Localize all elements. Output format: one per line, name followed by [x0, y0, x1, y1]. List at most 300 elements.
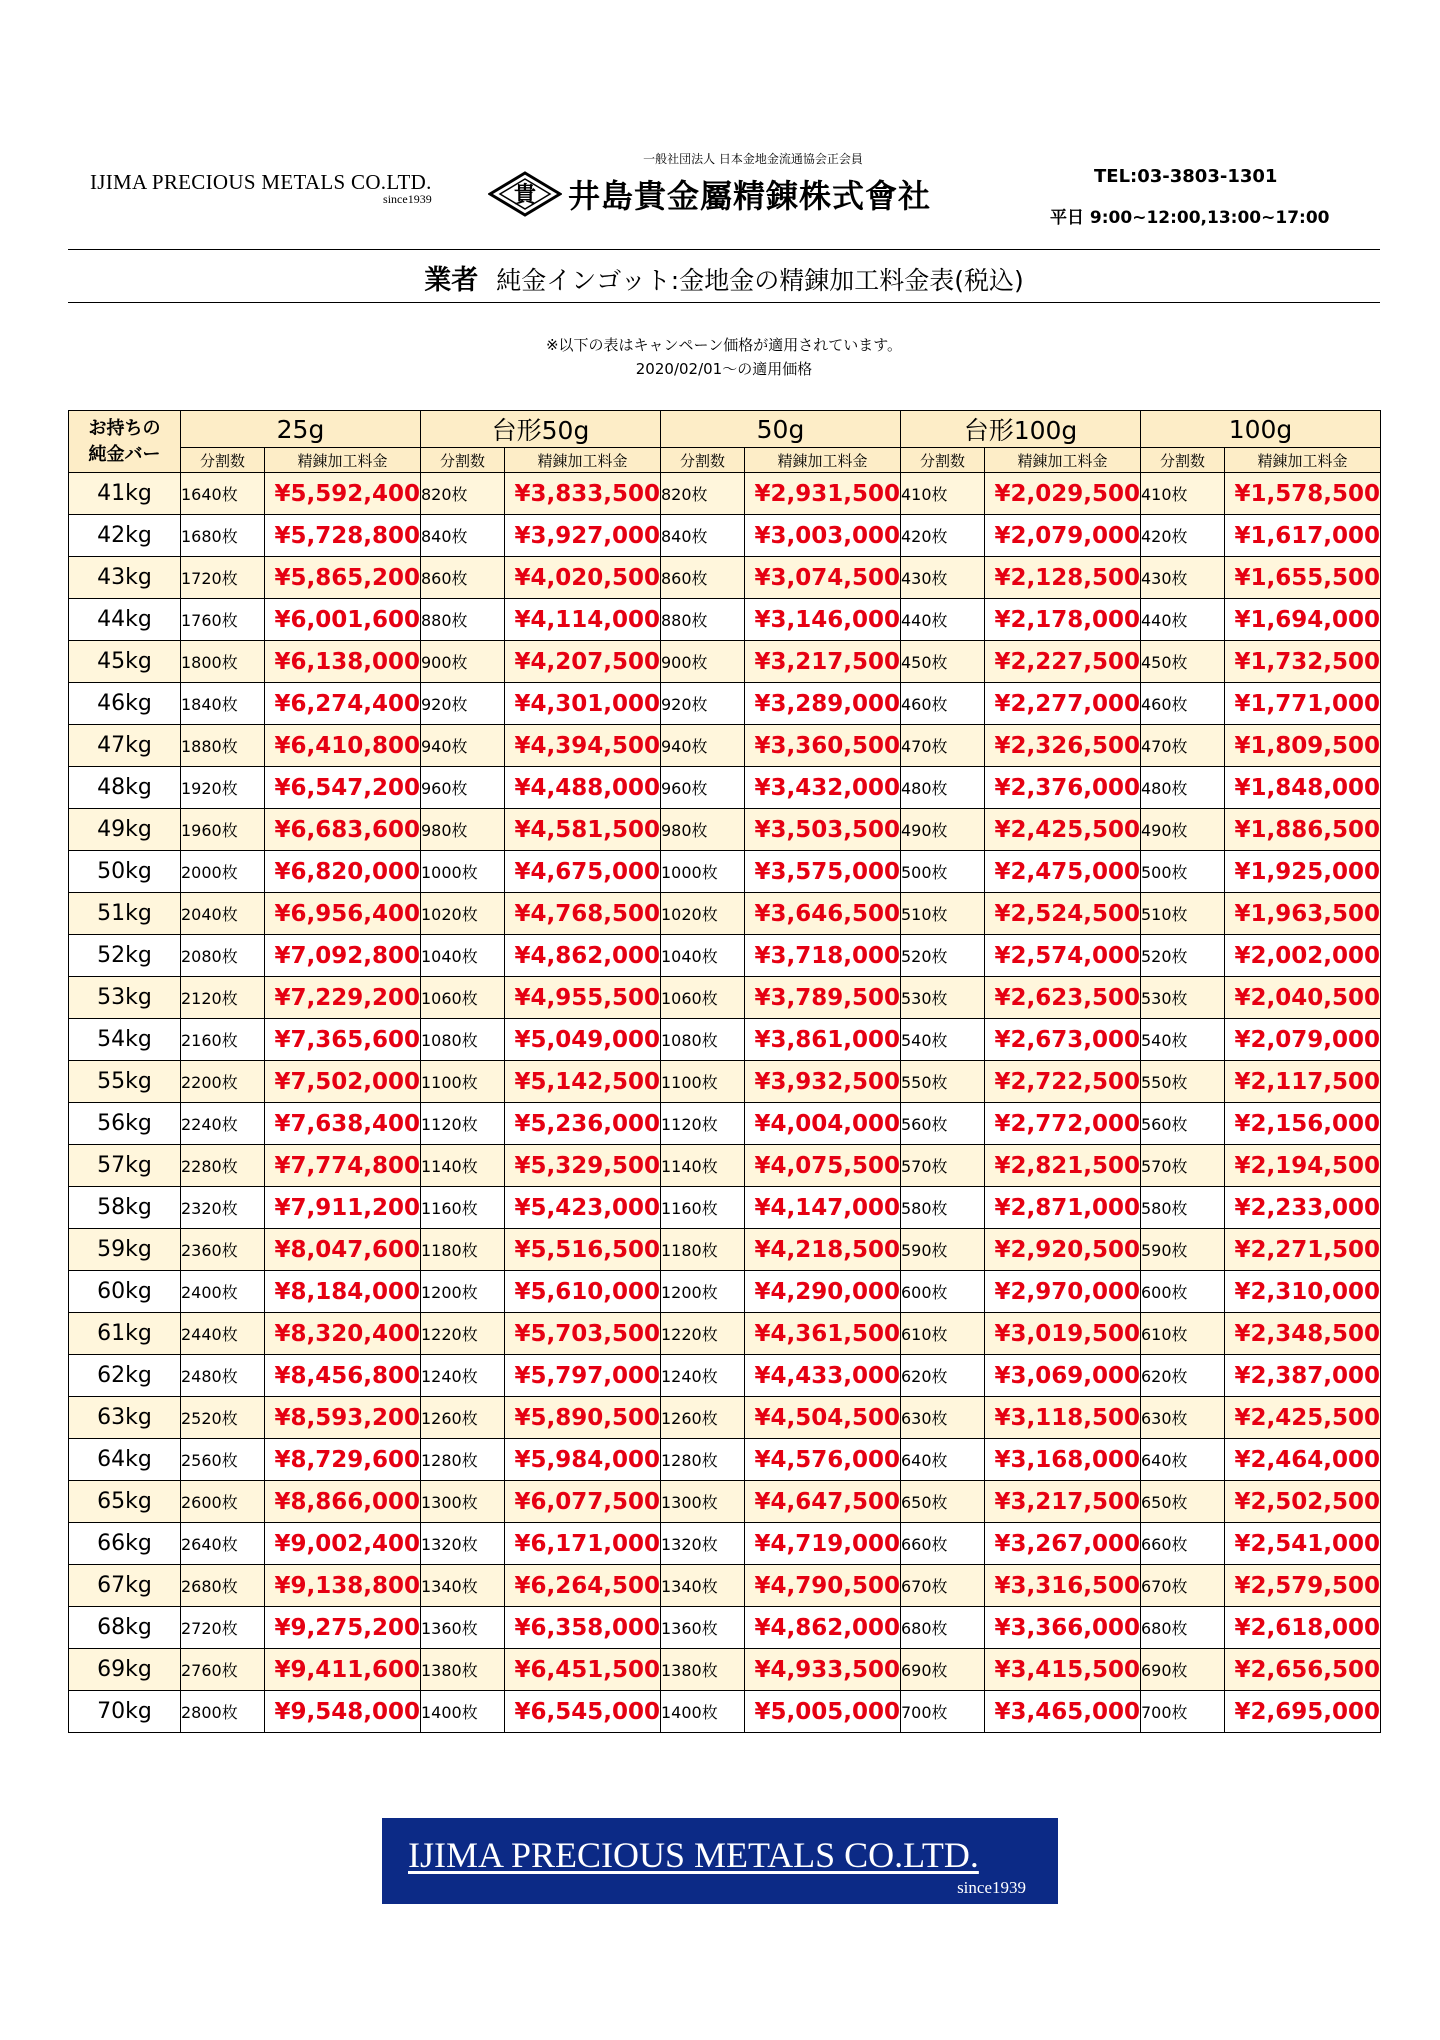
fee-cell: ¥2,387,000 [1225, 1355, 1381, 1397]
fee-header: 精錬加工料金 [745, 448, 901, 473]
table-row [69, 1187, 1381, 1229]
pieces-cell: 1300枚 [421, 1481, 505, 1523]
group-header: 台形50g [421, 411, 661, 448]
pieces-cell: 510枚 [901, 893, 985, 935]
fee-cell: ¥1,578,500 [1225, 473, 1381, 515]
pieces-cell: 670枚 [901, 1565, 985, 1607]
fee-cell: ¥3,217,500 [985, 1481, 1141, 1523]
table-row [69, 557, 1381, 599]
table-row [69, 1019, 1381, 1061]
pieces-cell: 1200枚 [661, 1271, 745, 1313]
table-row [69, 683, 1381, 725]
fee-cell: ¥1,617,000 [1225, 515, 1381, 557]
weight-cell: 66kg [69, 1523, 181, 1565]
fee-cell: ¥2,079,000 [1225, 1019, 1381, 1061]
weight-cell: 52kg [69, 935, 181, 977]
pieces-cell: 630枚 [901, 1397, 985, 1439]
pieces-cell: 980枚 [661, 809, 745, 851]
pieces-cell: 2080枚 [181, 935, 265, 977]
pieces-cell: 2680枚 [181, 1565, 265, 1607]
fee-cell: ¥6,274,400 [265, 683, 421, 725]
fee-cell: ¥2,464,000 [1225, 1439, 1381, 1481]
corner-label-2: 純金バー [88, 443, 161, 465]
pieces-cell: 650枚 [901, 1481, 985, 1523]
fee-cell: ¥4,933,500 [745, 1649, 901, 1691]
pieces-cell: 2400枚 [181, 1271, 265, 1313]
pieces-cell: 700枚 [901, 1691, 985, 1733]
weight-cell: 64kg [69, 1439, 181, 1481]
table-row [69, 1397, 1381, 1439]
pieces-cell: 940枚 [661, 725, 745, 767]
pieces-cell: 1320枚 [661, 1523, 745, 1565]
pieces-cell: 440枚 [1141, 599, 1225, 641]
fee-cell: ¥4,862,000 [745, 1607, 901, 1649]
fee-cell: ¥5,423,000 [505, 1187, 661, 1229]
pieces-cell: 2520枚 [181, 1397, 265, 1439]
fee-cell: ¥4,504,500 [745, 1397, 901, 1439]
pieces-header: 分割数 [1141, 448, 1225, 473]
fee-cell: ¥2,233,000 [1225, 1187, 1381, 1229]
fee-cell: ¥1,732,500 [1225, 641, 1381, 683]
fee-cell: ¥7,365,600 [265, 1019, 421, 1061]
pieces-cell: 1280枚 [421, 1439, 505, 1481]
fee-cell: ¥4,114,000 [505, 599, 661, 641]
fee-cell: ¥8,866,000 [265, 1481, 421, 1523]
pieces-cell: 600枚 [901, 1271, 985, 1313]
pieces-cell: 1760枚 [181, 599, 265, 641]
pieces-cell: 1060枚 [661, 977, 745, 1019]
pieces-cell: 1800枚 [181, 641, 265, 683]
fee-cell: ¥5,728,800 [265, 515, 421, 557]
pieces-cell: 1020枚 [661, 893, 745, 935]
fee-cell: ¥2,178,000 [985, 599, 1141, 641]
fee-cell: ¥2,574,000 [985, 935, 1141, 977]
pieces-cell: 1240枚 [421, 1355, 505, 1397]
table-row [69, 893, 1381, 935]
table-row [69, 641, 1381, 683]
fee-cell: ¥2,871,000 [985, 1187, 1141, 1229]
fee-cell: ¥8,729,600 [265, 1439, 421, 1481]
weight-cell: 44kg [69, 599, 181, 641]
fee-cell: ¥5,984,000 [505, 1439, 661, 1481]
pieces-cell: 1120枚 [421, 1103, 505, 1145]
fee-cell: ¥6,171,000 [505, 1523, 661, 1565]
fee-cell: ¥4,020,500 [505, 557, 661, 599]
pieces-cell: 1160枚 [661, 1187, 745, 1229]
pieces-cell: 2040枚 [181, 893, 265, 935]
fee-cell: ¥8,047,600 [265, 1229, 421, 1271]
pieces-cell: 1040枚 [421, 935, 505, 977]
table-row [69, 1439, 1381, 1481]
fee-cell: ¥3,465,000 [985, 1691, 1141, 1733]
pieces-cell: 680枚 [1141, 1607, 1225, 1649]
fee-cell: ¥9,411,600 [265, 1649, 421, 1691]
weight-cell: 54kg [69, 1019, 181, 1061]
fee-cell: ¥3,415,500 [985, 1649, 1141, 1691]
fee-cell: ¥2,271,500 [1225, 1229, 1381, 1271]
pieces-header: 分割数 [901, 448, 985, 473]
footer-banner [382, 1818, 1058, 1904]
fee-cell: ¥6,820,000 [265, 851, 421, 893]
association-label: 一般社団法人 日本金地金流通協会正会員 [643, 152, 863, 166]
fee-cell: ¥3,118,500 [985, 1397, 1141, 1439]
price-table-body [69, 473, 1381, 1733]
pieces-cell: 1200枚 [421, 1271, 505, 1313]
fee-cell: ¥5,329,500 [505, 1145, 661, 1187]
fee-cell: ¥3,646,500 [745, 893, 901, 935]
pieces-cell: 1280枚 [661, 1439, 745, 1481]
pieces-cell: 1140枚 [421, 1145, 505, 1187]
fee-cell: ¥5,703,500 [505, 1313, 661, 1355]
pieces-header: 分割数 [661, 448, 745, 473]
fee-cell: ¥4,218,500 [745, 1229, 901, 1271]
divider-top [68, 249, 1380, 250]
pieces-cell: 610枚 [1141, 1313, 1225, 1355]
pieces-cell: 1100枚 [661, 1061, 745, 1103]
weight-cell: 62kg [69, 1355, 181, 1397]
fee-cell: ¥3,069,000 [985, 1355, 1141, 1397]
fee-cell: ¥2,002,000 [1225, 935, 1381, 977]
table-row [69, 809, 1381, 851]
weight-cell: 65kg [69, 1481, 181, 1523]
fee-cell: ¥6,547,200 [265, 767, 421, 809]
pieces-cell: 440枚 [901, 599, 985, 641]
weight-cell: 55kg [69, 1061, 181, 1103]
weight-cell: 51kg [69, 893, 181, 935]
pieces-cell: 690枚 [901, 1649, 985, 1691]
divider-bottom [68, 302, 1380, 303]
pieces-cell: 1060枚 [421, 977, 505, 1019]
pieces-cell: 1080枚 [661, 1019, 745, 1061]
table-row [69, 1103, 1381, 1145]
fee-cell: ¥4,207,500 [505, 641, 661, 683]
fee-cell: ¥1,771,000 [1225, 683, 1381, 725]
campaign-note: ※以下の表はキャンペーン価格が適用されています。 [545, 336, 903, 354]
fee-cell: ¥3,217,500 [745, 641, 901, 683]
pieces-cell: 980枚 [421, 809, 505, 851]
pieces-cell: 960枚 [661, 767, 745, 809]
weight-cell: 49kg [69, 809, 181, 851]
fee-cell: ¥6,358,000 [505, 1607, 661, 1649]
fee-cell: ¥6,264,500 [505, 1565, 661, 1607]
pieces-cell: 520枚 [901, 935, 985, 977]
table-row [69, 1649, 1381, 1691]
pieces-cell: 1220枚 [421, 1313, 505, 1355]
pieces-cell: 2320枚 [181, 1187, 265, 1229]
pieces-cell: 610枚 [901, 1313, 985, 1355]
fee-cell: ¥2,376,000 [985, 767, 1141, 809]
fee-cell: ¥9,275,200 [265, 1607, 421, 1649]
pieces-cell: 640枚 [901, 1439, 985, 1481]
page-title [68, 258, 1380, 297]
fee-cell: ¥1,925,000 [1225, 851, 1381, 893]
fee-cell: ¥3,360,500 [745, 725, 901, 767]
weight-cell: 57kg [69, 1145, 181, 1187]
pieces-cell: 1680枚 [181, 515, 265, 557]
pieces-cell: 880枚 [421, 599, 505, 641]
pieces-cell: 2440枚 [181, 1313, 265, 1355]
fee-cell: ¥6,410,800 [265, 725, 421, 767]
fee-cell: ¥1,886,500 [1225, 809, 1381, 851]
fee-cell: ¥5,797,000 [505, 1355, 661, 1397]
pieces-cell: 900枚 [661, 641, 745, 683]
fee-cell: ¥1,848,000 [1225, 767, 1381, 809]
pieces-cell: 2760枚 [181, 1649, 265, 1691]
pieces-cell: 480枚 [1141, 767, 1225, 809]
fee-cell: ¥5,890,500 [505, 1397, 661, 1439]
pieces-cell: 570枚 [1141, 1145, 1225, 1187]
pieces-cell: 1100枚 [421, 1061, 505, 1103]
pieces-cell: 2120枚 [181, 977, 265, 1019]
fee-cell: ¥3,019,500 [985, 1313, 1141, 1355]
weight-cell: 69kg [69, 1649, 181, 1691]
pieces-cell: 920枚 [421, 683, 505, 725]
fee-cell: ¥2,310,000 [1225, 1271, 1381, 1313]
table-row [69, 935, 1381, 977]
fee-cell: ¥4,290,000 [745, 1271, 901, 1313]
pieces-cell: 2360枚 [181, 1229, 265, 1271]
fee-cell: ¥2,920,500 [985, 1229, 1141, 1271]
owned-bar-header [69, 411, 181, 473]
table-row [69, 473, 1381, 515]
fee-cell: ¥4,647,500 [745, 1481, 901, 1523]
fee-cell: ¥5,516,500 [505, 1229, 661, 1271]
fee-cell: ¥9,548,000 [265, 1691, 421, 1733]
phone-number: TEL:03-3803-1301 [1094, 166, 1278, 187]
pieces-cell: 620枚 [1141, 1355, 1225, 1397]
pieces-cell: 430枚 [1141, 557, 1225, 599]
fee-cell: ¥3,932,500 [745, 1061, 901, 1103]
table-row [69, 1229, 1381, 1271]
pieces-cell: 1920枚 [181, 767, 265, 809]
fee-cell: ¥1,655,500 [1225, 557, 1381, 599]
pieces-cell: 1020枚 [421, 893, 505, 935]
pieces-cell: 560枚 [901, 1103, 985, 1145]
table-row [69, 1061, 1381, 1103]
pieces-cell: 940枚 [421, 725, 505, 767]
pieces-cell: 500枚 [1141, 851, 1225, 893]
pieces-cell: 420枚 [901, 515, 985, 557]
fee-cell: ¥7,092,800 [265, 935, 421, 977]
pieces-cell: 470枚 [901, 725, 985, 767]
title-text: 純金インゴット:金地金の精錬加工料金表(税込) [496, 266, 1024, 295]
pieces-cell: 1240枚 [661, 1355, 745, 1397]
fee-cell: ¥4,433,000 [745, 1355, 901, 1397]
pieces-cell: 2000枚 [181, 851, 265, 893]
pieces-cell: 2480枚 [181, 1355, 265, 1397]
pieces-cell: 700枚 [1141, 1691, 1225, 1733]
fee-cell: ¥2,722,500 [985, 1061, 1141, 1103]
fee-cell: ¥2,618,000 [1225, 1607, 1381, 1649]
pieces-cell: 920枚 [661, 683, 745, 725]
fee-cell: ¥7,638,400 [265, 1103, 421, 1145]
pieces-cell: 590枚 [901, 1229, 985, 1271]
fee-cell: ¥3,316,500 [985, 1565, 1141, 1607]
table-row [69, 1565, 1381, 1607]
fee-cell: ¥3,366,000 [985, 1607, 1141, 1649]
weight-cell: 48kg [69, 767, 181, 809]
company-name-en-block [90, 170, 432, 207]
pieces-cell: 1220枚 [661, 1313, 745, 1355]
pieces-cell: 1120枚 [661, 1103, 745, 1145]
fee-cell: ¥7,229,200 [265, 977, 421, 1019]
weight-cell: 50kg [69, 851, 181, 893]
weight-cell: 59kg [69, 1229, 181, 1271]
pieces-cell: 510枚 [1141, 893, 1225, 935]
pieces-cell: 480枚 [901, 767, 985, 809]
fee-cell: ¥2,695,000 [1225, 1691, 1381, 1733]
since-label: since1939 [383, 192, 432, 206]
fee-cell: ¥1,963,500 [1225, 893, 1381, 935]
table-row [69, 851, 1381, 893]
fee-cell: ¥6,956,400 [265, 893, 421, 935]
pieces-cell: 1400枚 [661, 1691, 745, 1733]
fee-cell: ¥2,821,500 [985, 1145, 1141, 1187]
fee-cell: ¥4,581,500 [505, 809, 661, 851]
fee-cell: ¥6,451,500 [505, 1649, 661, 1691]
fee-cell: ¥3,168,000 [985, 1439, 1141, 1481]
fee-cell: ¥3,718,000 [745, 935, 901, 977]
pieces-cell: 560枚 [1141, 1103, 1225, 1145]
fee-cell: ¥2,579,500 [1225, 1565, 1381, 1607]
fee-cell: ¥4,790,500 [745, 1565, 901, 1607]
group-header: 100g [1141, 411, 1381, 448]
weight-cell: 61kg [69, 1313, 181, 1355]
banner-since: since1939 [957, 1878, 1026, 1897]
pieces-cell: 840枚 [661, 515, 745, 557]
fee-cell: ¥5,610,000 [505, 1271, 661, 1313]
weight-cell: 68kg [69, 1607, 181, 1649]
pieces-cell: 1300枚 [661, 1481, 745, 1523]
pieces-cell: 600枚 [1141, 1271, 1225, 1313]
pieces-cell: 1180枚 [661, 1229, 745, 1271]
svg-text:貴: 貴 [513, 182, 537, 208]
pieces-cell: 900枚 [421, 641, 505, 683]
fee-cell: ¥9,002,400 [265, 1523, 421, 1565]
pieces-cell: 820枚 [661, 473, 745, 515]
fee-cell: ¥4,862,000 [505, 935, 661, 977]
fee-cell: ¥2,772,000 [985, 1103, 1141, 1145]
pieces-cell: 2720枚 [181, 1607, 265, 1649]
weight-cell: 63kg [69, 1397, 181, 1439]
fee-header: 精錬加工料金 [1225, 448, 1381, 473]
pieces-cell: 530枚 [901, 977, 985, 1019]
table-row [69, 1271, 1381, 1313]
fee-cell: ¥4,147,000 [745, 1187, 901, 1229]
pieces-cell: 2200枚 [181, 1061, 265, 1103]
pieces-cell: 550枚 [1141, 1061, 1225, 1103]
pieces-cell: 2240枚 [181, 1103, 265, 1145]
fee-cell: ¥1,694,000 [1225, 599, 1381, 641]
banner-company-name: IJIMA PRECIOUS METALS CO.LTD. [408, 1835, 979, 1875]
weight-cell: 58kg [69, 1187, 181, 1229]
table-row [69, 1355, 1381, 1397]
pieces-cell: 580枚 [1141, 1187, 1225, 1229]
fee-cell: ¥3,267,000 [985, 1523, 1141, 1565]
fee-cell: ¥5,005,000 [745, 1691, 901, 1733]
weight-cell: 60kg [69, 1271, 181, 1313]
title-category: 業者 [424, 265, 479, 296]
weight-cell: 43kg [69, 557, 181, 599]
pieces-cell: 2640枚 [181, 1523, 265, 1565]
fee-cell: ¥8,456,800 [265, 1355, 421, 1397]
fee-cell: ¥2,425,500 [1225, 1397, 1381, 1439]
pieces-cell: 530枚 [1141, 977, 1225, 1019]
fee-cell: ¥3,432,000 [745, 767, 901, 809]
pieces-cell: 460枚 [901, 683, 985, 725]
fee-cell: ¥2,040,500 [1225, 977, 1381, 1019]
pieces-cell: 1340枚 [421, 1565, 505, 1607]
pieces-cell: 1140枚 [661, 1145, 745, 1187]
weight-cell: 67kg [69, 1565, 181, 1607]
notes [68, 333, 1380, 381]
pieces-cell: 1260枚 [661, 1397, 745, 1439]
pieces-cell: 420枚 [1141, 515, 1225, 557]
pieces-cell: 1040枚 [661, 935, 745, 977]
fee-cell: ¥6,545,000 [505, 1691, 661, 1733]
pieces-cell: 840枚 [421, 515, 505, 557]
pieces-cell: 660枚 [901, 1523, 985, 1565]
fee-cell: ¥4,075,500 [745, 1145, 901, 1187]
pieces-cell: 540枚 [1141, 1019, 1225, 1061]
fee-cell: ¥2,524,500 [985, 893, 1141, 935]
fee-cell: ¥3,289,000 [745, 683, 901, 725]
weight-cell: 56kg [69, 1103, 181, 1145]
fee-cell: ¥3,003,000 [745, 515, 901, 557]
fee-cell: ¥4,955,500 [505, 977, 661, 1019]
weight-cell: 46kg [69, 683, 181, 725]
pieces-cell: 2600枚 [181, 1481, 265, 1523]
fee-cell: ¥9,138,800 [265, 1565, 421, 1607]
fee-cell: ¥3,575,000 [745, 851, 901, 893]
fee-cell: ¥3,927,000 [505, 515, 661, 557]
fee-cell: ¥3,146,000 [745, 599, 901, 641]
pieces-cell: 450枚 [901, 641, 985, 683]
pieces-cell: 590枚 [1141, 1229, 1225, 1271]
company-name-jp: 井島貴金屬精錬株式會社 [568, 177, 932, 215]
pieces-cell: 460枚 [1141, 683, 1225, 725]
pieces-cell: 1380枚 [661, 1649, 745, 1691]
pieces-cell: 860枚 [661, 557, 745, 599]
fee-cell: ¥6,001,600 [265, 599, 421, 641]
pieces-cell: 1720枚 [181, 557, 265, 599]
fee-header: 精錬加工料金 [265, 448, 421, 473]
fee-cell: ¥3,861,000 [745, 1019, 901, 1061]
pieces-cell: 1000枚 [421, 851, 505, 893]
weight-cell: 53kg [69, 977, 181, 1019]
fee-cell: ¥7,774,800 [265, 1145, 421, 1187]
fee-cell: ¥2,029,500 [985, 473, 1141, 515]
business-hours: 平日 9:00~12:00,13:00~17:00 [1050, 208, 1330, 228]
pieces-cell: 670枚 [1141, 1565, 1225, 1607]
fee-cell: ¥3,789,500 [745, 977, 901, 1019]
pieces-cell: 2280枚 [181, 1145, 265, 1187]
pieces-cell: 1400枚 [421, 1691, 505, 1733]
table-row [69, 1313, 1381, 1355]
weight-cell: 47kg [69, 725, 181, 767]
pieces-cell: 1160枚 [421, 1187, 505, 1229]
pieces-cell: 470枚 [1141, 725, 1225, 767]
fee-cell: ¥3,833,500 [505, 473, 661, 515]
fee-cell: ¥2,227,500 [985, 641, 1141, 683]
pieces-cell: 580枚 [901, 1187, 985, 1229]
effective-date-note: 2020/02/01～の適用価格 [635, 360, 813, 378]
pieces-cell: 2160枚 [181, 1019, 265, 1061]
pieces-cell: 1340枚 [661, 1565, 745, 1607]
pieces-cell: 1180枚 [421, 1229, 505, 1271]
fee-cell: ¥3,074,500 [745, 557, 901, 599]
pieces-cell: 640枚 [1141, 1439, 1225, 1481]
